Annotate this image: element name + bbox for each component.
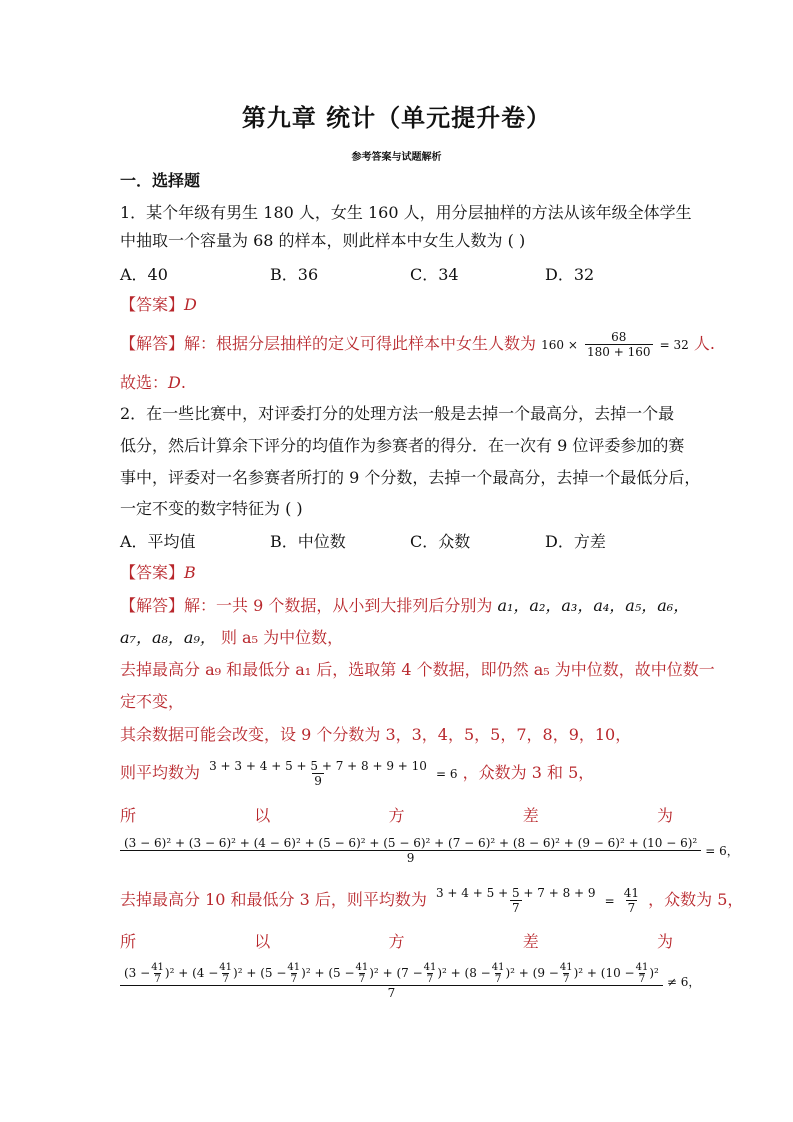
spread-word-4: 差 [522,806,539,825]
plus-sign: + [310,966,329,980]
spread2-word-3: 方 [388,932,405,951]
q2-solution-line5: 其余数据可能会改变，设 9 个分数为 3，3，4，5，5，7，8，9，10， [120,725,632,744]
section-heading: 一．选择题 [120,171,201,190]
q1-choice-label: 故选： [120,373,169,392]
q2-variance2-right: ≠ 6， [666,974,701,989]
term-fraction: $\frac{41}{7}$ [559,962,573,985]
term-fraction: $\frac{41}{7}$ [355,962,369,985]
q2-variance1 [120,836,739,865]
q2-mode-text: ，众数为 3 和 5， [462,763,595,782]
spread2-word-4: 差 [522,932,539,951]
q2-solution-line2 [120,627,680,649]
q2-variance1-den: 9 [406,851,415,865]
q2-stem-line2: 低分，然后计算余下评分的均值作为参赛者的得分．在一次有 9 位评委参加的赛 [120,436,685,455]
variance-term: (5 − $\frac{41}{7}$ )² [260,962,311,985]
q2-answer-tag: 【答案】 [120,563,185,582]
plus-sign: + [514,966,533,980]
q2-mean-right: = 6 [436,767,458,781]
spread2-word-5: 为 [656,932,673,951]
q2-mean-den: 9 [314,774,322,788]
q2-variance2-num [120,962,663,985]
q2-option-d: D．方差 [545,532,606,551]
q2-stem-line3: 事中，评委对一名参赛者所打的 9 个分数，去掉一个最高分，去掉一个最低分后， [120,468,701,487]
term-fraction: $\frac{41}{7}$ [491,962,505,985]
q2-solution-vars2: a₇，a₈，a₉， [120,628,216,647]
variance-term: (4 − $\frac{41}{7}$ )² [192,962,243,985]
q2-stem-line4: 一定不变的数字特征为 ( ) [120,499,303,518]
q2-solution-line4: 定不变， [120,692,185,711]
q2-mean2-result-den: 7 [627,901,636,915]
q2-solution-line1 [120,595,690,617]
variance-term: (5 − $\frac{41}{7}$ )² [328,962,379,985]
q1-solution-expr-left: 160 × [541,338,578,352]
q1-choice-end: . [180,373,186,392]
q2-variance2-den: 7 [387,986,396,1000]
q2-mean-fraction [207,759,429,788]
q2-mean-num: 3 + 3 + 4 + 5 + 5 + 7 + 8 + 9 + 10 [209,759,427,773]
page-subtitle: 参考答案与试题解析 [351,152,442,163]
variance-term: (7 − $\frac{41}{7}$ )² [396,962,447,985]
q2-solution-text1: 解：一共 9 个数据，从小到大排列后分别为 [184,596,493,615]
q2-options [120,531,680,553]
q2-solution-line3: 去掉最高分 a₉ 和最低分 a₁ 后，选取第 4 个数据，即仍然 a₅ 为中位数，故中位数一 [120,660,715,679]
q2-variance1-right: = 6， [705,844,739,858]
q2-option-c: C．众数 [410,532,471,551]
q1-answer [120,294,680,316]
spread-word-3: 方 [388,806,405,825]
q2-solution-line9 [120,886,744,915]
plus-sign: + [583,966,601,980]
spread-word-2: 以 [254,806,271,825]
q1-solution-unit: 人. [693,334,715,353]
page-title: 第九章 统计（单元提升卷） [241,103,552,132]
q2-spread-line1 [120,805,673,827]
q2-mean2-fraction [434,886,598,915]
q1-fraction-den: 180 + 160 [587,345,651,359]
q2-mean2-den: 7 [511,901,520,915]
q1-solution-expr-right: = 32 [659,338,689,352]
q2-answer [120,562,680,584]
q2-solution-line6 [120,759,680,788]
plus-sign: + [242,966,261,980]
term-fraction: $\frac{41}{7}$ [287,962,301,985]
q1-option-a: A．40 [120,265,168,284]
q2-variance2 [120,962,700,1000]
q1-stem-line2: 中抽取一个容量为 68 的样本，则此样本中女生人数为 ( ) [120,231,526,250]
q1-solution-tag: 【解答】 [120,334,185,353]
q2-mean2-num: 3 + 4 + 5 + 5 + 7 + 8 + 9 [435,886,596,900]
term-fraction: $\frac{41}{7}$ [423,962,437,985]
q2-solution-vars1: a₁，a₂，a₃，a₄，a₅，a₆， [497,596,690,615]
spread2-word-1: 所 [120,932,137,951]
q2-option-a: A．平均值 [120,532,196,551]
q2-mean-label: 则平均数为 [120,763,201,782]
spread-word-5: 为 [656,806,673,825]
spread2-word-2: 以 [254,932,271,951]
q1-options [120,264,680,286]
q1-solution [120,330,715,359]
q1-choice [120,372,680,394]
q1-answer-value: D [184,295,197,314]
q2-mean2-result [622,886,641,915]
q1-fraction-num: 68 [611,330,627,344]
q1-choice-value: D [168,373,181,392]
q2-mean2-eq: = [604,894,615,908]
q1-solution-fraction [585,330,653,359]
q1-option-d: D．32 [545,265,595,284]
q2-mode2-text: ，众数为 5， [648,890,744,909]
q2-spread-line2 [120,931,673,953]
q1-answer-tag: 【答案】 [120,295,185,314]
q2-answer-value: B [184,563,196,582]
term-fraction: $\frac{41}{7}$ [219,962,233,985]
spread-word-1: 所 [120,806,137,825]
variance-term: (9 − $\frac{41}{7}$ )² [532,962,584,985]
plus-sign: + [174,966,193,980]
q2-mean2-label: 去掉最高分 10 和最低分 3 后，则平均数为 [120,890,427,909]
q2-stem-line1: 2．在一些比赛中，对评委打分的处理方法一般是去掉一个最高分，去掉一个最 [120,404,675,423]
q1-option-c: C．34 [410,265,459,284]
q1-stem-line1: 1．某个年级有男生 180 人，女生 160 人，用分层抽样的方法从该年级全体学生 [120,203,692,222]
plus-sign: + [378,966,397,980]
q1-option-b: B．36 [270,265,319,284]
q1-solution-text: 解：根据分层抽样的定义可得此样本中女生人数为 [184,334,537,353]
variance-term: (8 − $\frac{41}{7}$ )² [464,962,515,985]
q2-solution-tag: 【解答】 [120,596,185,615]
variance-term: (10 − $\frac{41}{7}$ )² [600,962,659,985]
variance-term: (3 − $\frac{41}{7}$ )² [124,962,175,985]
plus-sign: + [446,966,465,980]
term-fraction: $\frac{41}{7}$ [635,962,649,985]
term-fraction: $\frac{41}{7}$ [151,962,164,985]
q2-variance1-num: (3 − 6)² + (3 − 6)² + (4 − 6)² + (5 − 6)² + (5 − 6)² + (7 − 6)² + (8 − 6)² + (9 − 6)² + (10 − 6)² [124,836,698,850]
q2-option-b: B．中位数 [270,532,346,551]
q2-solution-text2: 则 a₅ 为中位数， [220,628,344,647]
q2-mean2-result-num: 41 [623,886,640,900]
